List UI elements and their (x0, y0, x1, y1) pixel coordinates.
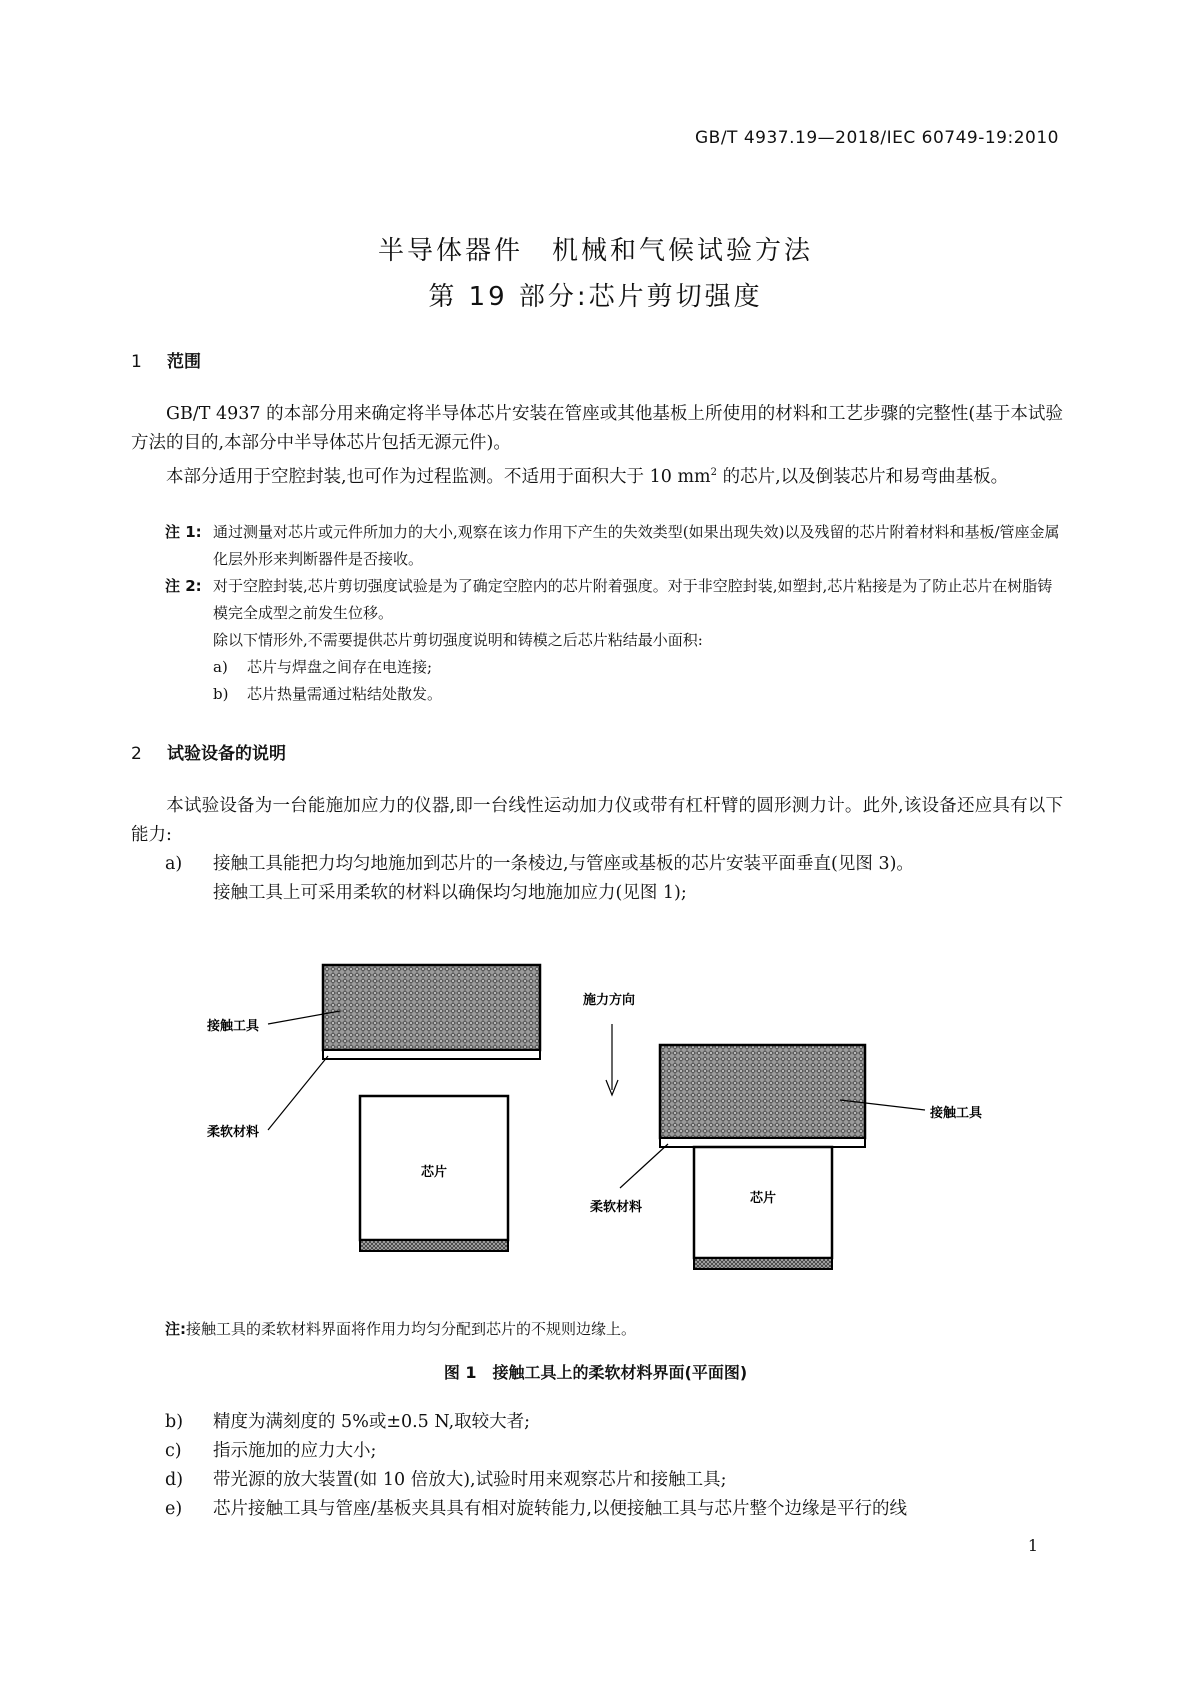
figure1-note-label: 注: (165, 1320, 186, 1338)
note1-label: 注 1: (165, 523, 202, 541)
label-soft-material-left: 柔软材料 (207, 1125, 260, 1140)
document-title-line1: 半导体器件 机械和气候试验方法 (377, 236, 813, 266)
label-force-direction: 施力方向 (583, 993, 636, 1008)
section2-item-b: b) 精度为满刻度的 5%或±0.5 N,取较大者; (165, 1412, 531, 1432)
section2-item-d: d) 带光源的放大装置(如 10 倍放大),试验时用来观察芯片和接触工具; (165, 1470, 727, 1490)
section1-para1: GB/T 4937 的本部分用来确定将半导体芯片安装在管座或其他基板上所使用的材料和工艺步骤的完整性(基于本试验方法的目的,本部分中半导体芯片包括无源元件)。 (131, 404, 1063, 453)
page-number: 1 (1027, 1536, 1038, 1555)
soft-material-left (323, 1050, 540, 1059)
section2-heading (131, 739, 286, 764)
standard-number: GB/T 4937.19—2018/IEC 60749-19:2010 (694, 128, 1059, 148)
section2-item-a: a) 接触工具能把力均匀地施加到芯片的一条棱边,与管座或基板的芯片安装平面垂直(见图 3)。 (165, 854, 914, 874)
label-soft-material-right: 柔软材料 (590, 1200, 643, 1215)
section2-item-c: c) 指示施加的应力大小; (165, 1441, 377, 1461)
leader-soft-material-right (620, 1144, 668, 1188)
label-contact-tool-left: 接触工具 (207, 1019, 260, 1034)
section1-number: 1 (131, 352, 142, 372)
label-chip-right: 芯片 (750, 1191, 777, 1206)
section1-para2: 本部分适用于空腔封装,也可作为过程监测。不适用于面积大于 10 $mm^2$ 的芯片,以及倒装芯片和易弯曲基板。 (166, 466, 1009, 487)
note2-continuation: 除以下情形外,不需要提供芯片剪切强度说明和铸模之后芯片粘结最小面积: (213, 631, 703, 649)
figure1-note-text: 接触工具的柔软材料界面将作用力均匀分配到芯片的不规则边缘上。 (186, 1320, 637, 1338)
document-title-line2: 第 19 部分:芯片剪切强度 (428, 282, 763, 312)
note1-text: 通过测量对芯片或元件所加力的大小,观察在该力作用下产生的失效类型(如果出现失效)以及残留的芯片附着材料和基板/管座金属化层外形来判断器件是否接收。 (213, 523, 1060, 568)
note2-item-b: b) 芯片热量需通过粘结处散发。 (213, 685, 443, 703)
section2-para1: 本试验设备为一台能施加应力的仪器,即一台线性运动加力仪或带有杠杆臂的圆形测力计。此外,该设备还应具有以下能力: (131, 796, 1063, 845)
section1-heading-text: 范围 (167, 352, 201, 372)
note2 (165, 573, 1063, 627)
section2-heading-text: 试验设备的说明 (167, 744, 286, 764)
note1 (165, 519, 1063, 573)
label-contact-tool-right: 接触工具 (930, 1106, 983, 1121)
figure1-note (165, 1318, 636, 1339)
figure1-caption: 图 1 接触工具上的柔软材料界面(平面图) (443, 1363, 748, 1382)
note2-label: 注 2: (165, 577, 202, 595)
note2-item-a: a) 芯片与焊盘之间存在电连接; (213, 658, 433, 676)
contact-tool-right (660, 1045, 865, 1138)
section2-item-a-cont: 接触工具上可采用柔软的材料以确保均匀地施加应力(见图 1); (213, 883, 687, 903)
chip-right-base (694, 1258, 832, 1269)
section1-heading (131, 347, 201, 372)
label-chip-left: 芯片 (421, 1165, 448, 1180)
contact-tool-left (323, 965, 540, 1050)
section2-item-e: e) 芯片接触工具与管座/基板夹具具有相对旋转能力,以便接触工具与芯片整个边缘是平行的线 (165, 1499, 907, 1519)
leader-soft-material-left (268, 1056, 328, 1130)
figure1-diagram (0, 900, 1191, 1215)
soft-material-right (660, 1138, 865, 1147)
chip-left-base (360, 1240, 508, 1251)
section2-number: 2 (131, 744, 142, 764)
note2-text: 对于空腔封装,芯片剪切强度试验是为了确定空腔内的芯片附着强度。对于非空腔封装,如塑封,芯片粘接是为了防止芯片在树脂铸模完全成型之前发生位移。 (213, 577, 1053, 622)
